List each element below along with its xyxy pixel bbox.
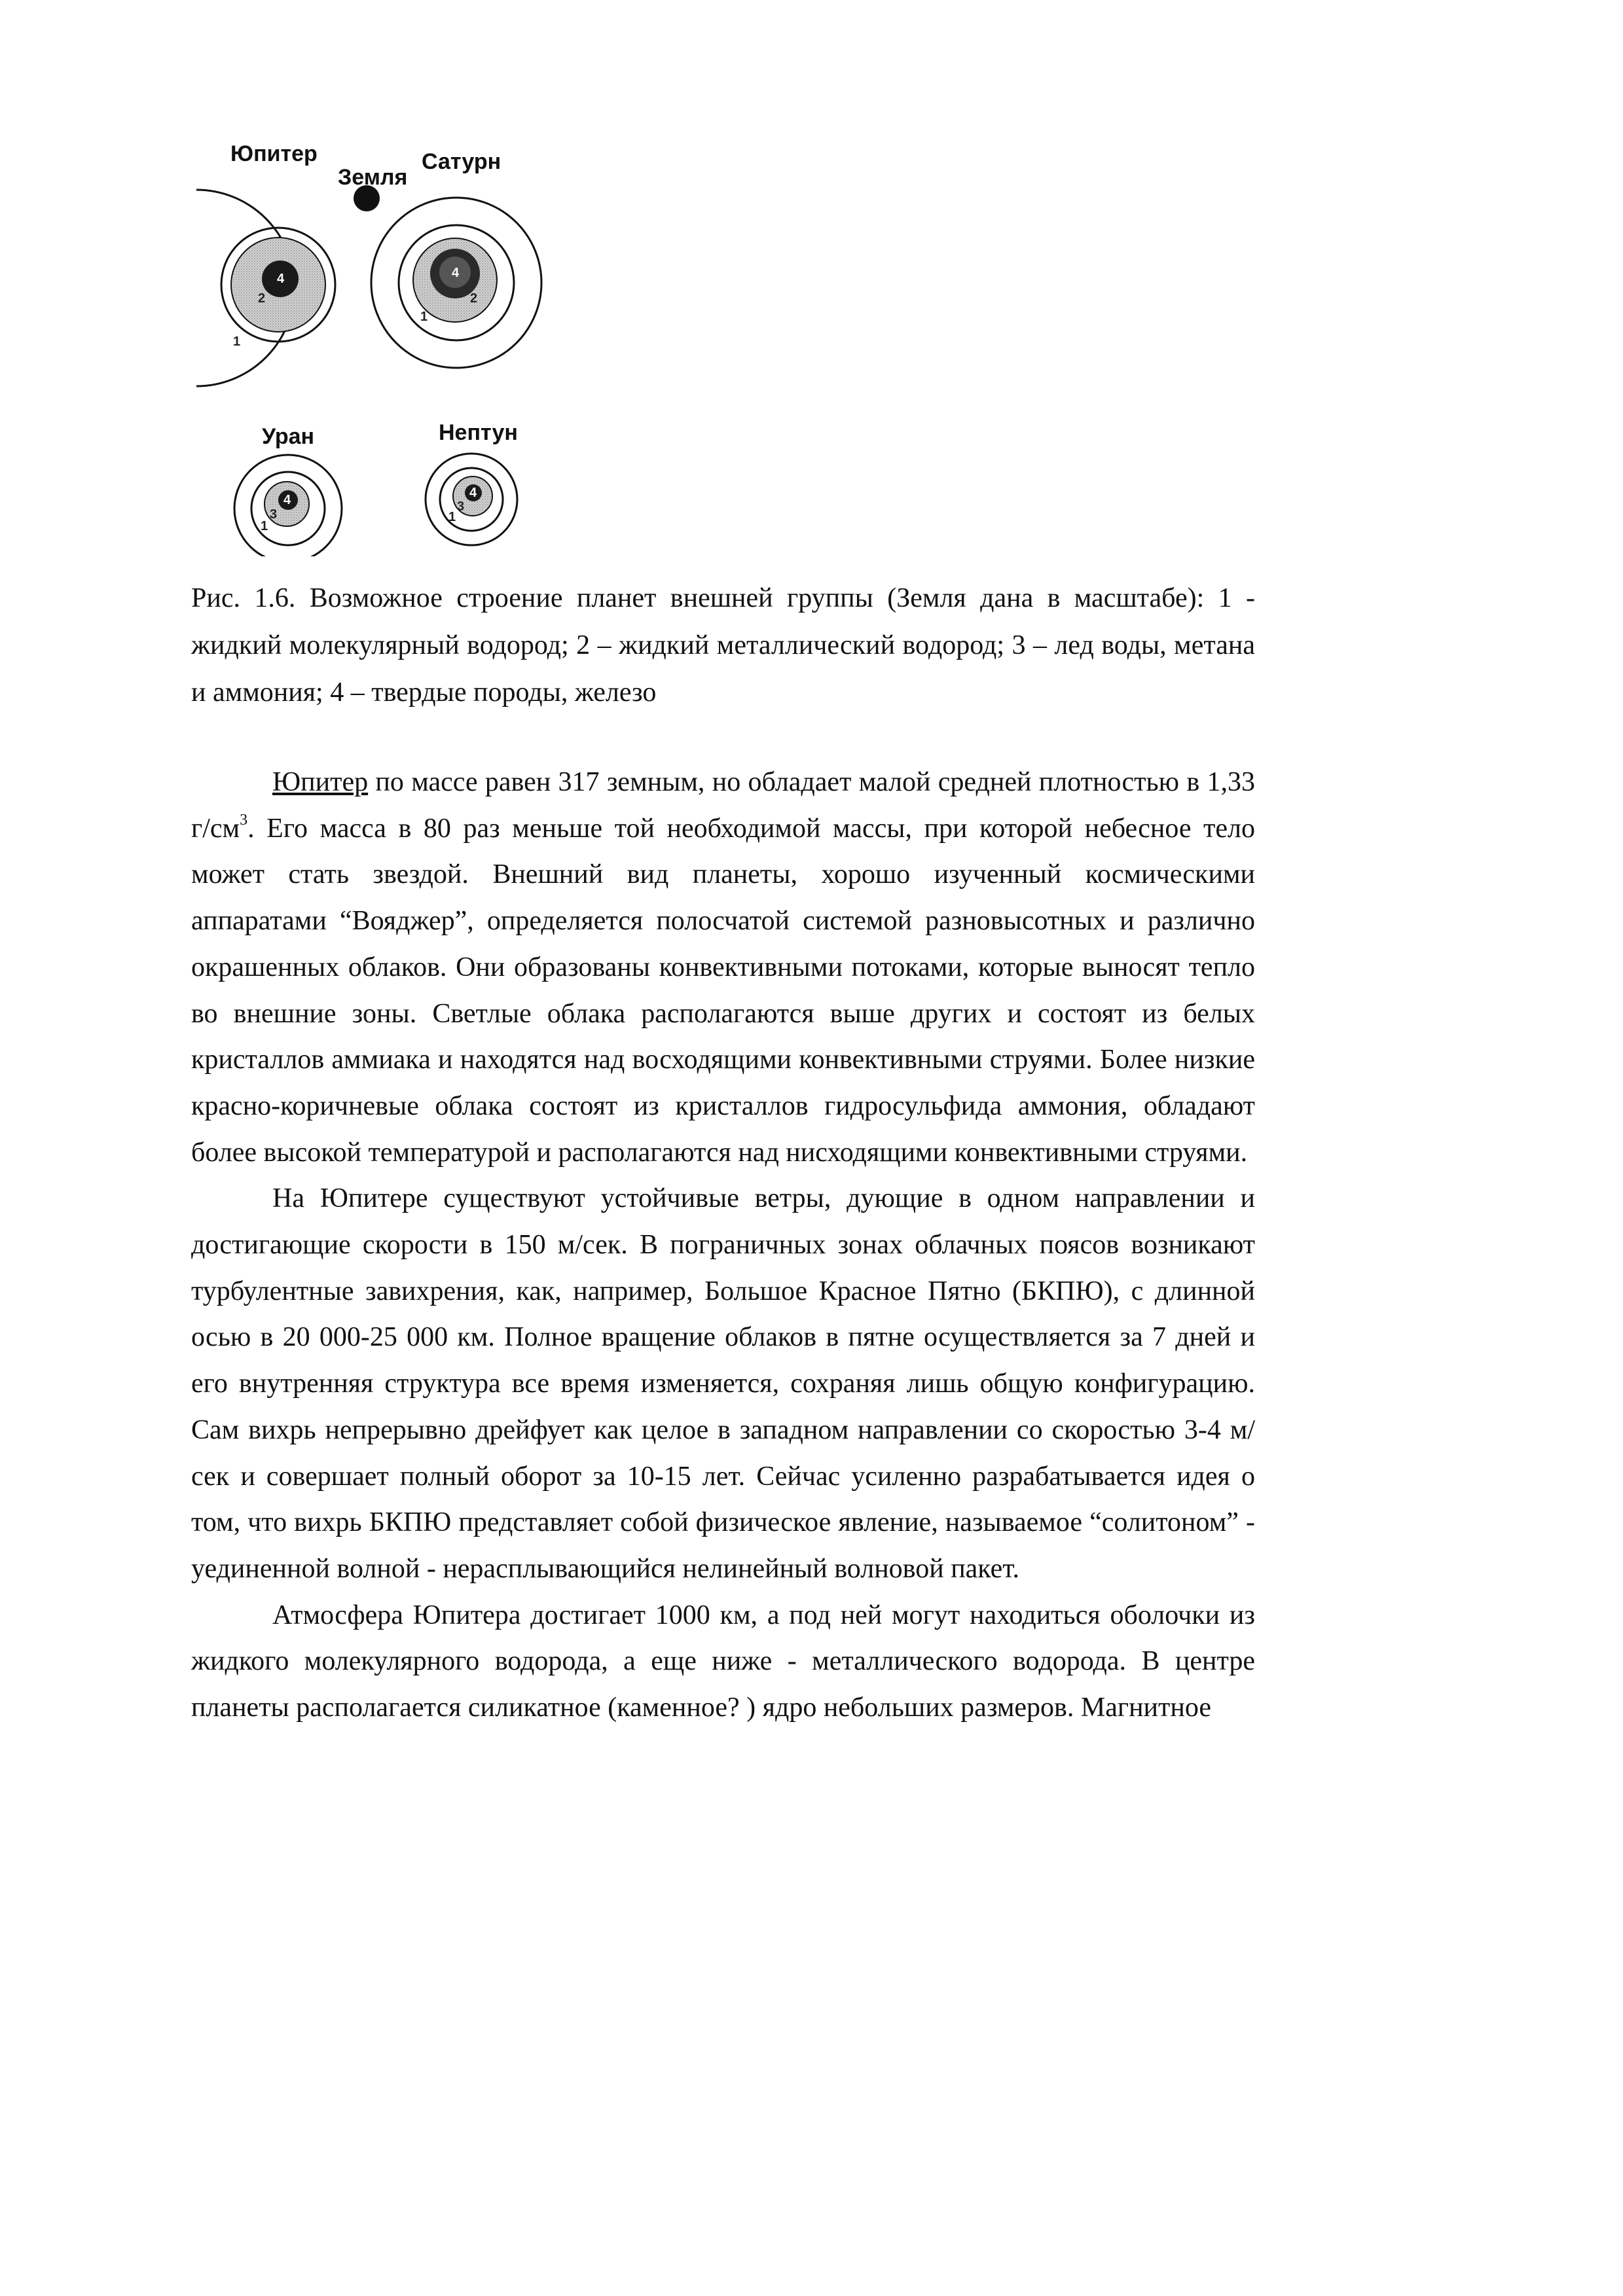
- planet-structure-figure: [183, 137, 576, 556]
- uranus-label: Уран: [262, 424, 315, 449]
- cubic-superscript: 3: [240, 811, 248, 829]
- neptune-layer-3: 3: [457, 499, 465, 514]
- paragraph-1: [191, 759, 1255, 1175]
- figure-caption: Рис. 1.6. Возможное строение планет внешней группы (Земля дана в масштабе): 1 - жидкий молекулярный водород; 2 – жидкий металлический водород; 3 – лед воды, метана и аммония; 4 – твердые породы, железо: [191, 583, 1255, 708]
- saturn-layer-1: 1: [420, 310, 428, 324]
- uranus-layer-4: 4: [283, 493, 291, 507]
- neptune-layer-4: 4: [469, 486, 477, 500]
- saturn-diagram: [371, 198, 541, 368]
- jupiter-layer-2: 2: [258, 291, 266, 306]
- paragraph-1-part-b: . Его масса в 80 раз меньше той необходимой массы, при которой небесное тело может стать звездой. Внешний вид планеты, хорошо изученный космическими аппаратами “Вояджер”, определяется полосчатой системой разновысотных и различно окрашенных облаков. Они образованы конвективными потоками, которые выносят тепло во внешние зоны. Светлые облака располагаются выше других и состоят из белых кристаллов аммиака и находятся над восходящими конвективными струями. Более низкие красно-коричневые облака состоят из кристаллов гидросульфида аммония, обладают более высокой температурой и располагаются над нисходящими конвективными струями.: [191, 813, 1255, 1168]
- saturn-layer-4: 4: [452, 266, 460, 280]
- planet-structure-diagram: [183, 137, 576, 556]
- paragraph-2: На Юпитере существуют устойчивые ветры, дующие в одном направлении и достигающие скорости в 150 м/сек. В пограничных зонах облачных поясов возникают турбулентные завихрения, как, например, Большое Красное Пятно (БКПЮ), с длинной осью в 20 000-25 000 км. Полное вращение облаков в пятне осуществляется за 7 дней и его внутренняя структура все время изменяется, сохраняя лишь общую конфигурацию. Сам вихрь непрерывно дрейфует как целое в западном направлении со скоростью 3-4 м/сек и совершает полный оборот за 10-15 лет. Сейчас усиленно разрабатывается идея о том, что вихрь БКПЮ представляет собой физическое явление, называемое “солитоном” - уединенной волной - нерасплывающийся нелинейный волновой пакет.: [191, 1183, 1255, 1584]
- jupiter-layer-1: 1: [233, 334, 241, 349]
- jupiter-layer-4: 4: [277, 272, 285, 286]
- body-text: [191, 759, 1255, 1731]
- paragraph-3: Атмосфера Юпитера достигает 1000 км, а под ней могут находиться оболочки из жидкого молекулярного водорода, а еще ниже - металлического водорода. В центре планеты располагается силикатное (каменное? ) ядро небольших размеров. Магнитное: [191, 1600, 1255, 1723]
- paragraph-1-part-a: по массе равен 317 земным, но обладает малой средней плотностью в 1,33 г/см: [191, 767, 1255, 844]
- jupiter-diagram: [196, 190, 335, 386]
- neptune-label: Нептун: [439, 420, 518, 445]
- neptune-layer-1: 1: [448, 510, 456, 524]
- uranus-layer-1: 1: [261, 519, 268, 533]
- earth-label: Земля: [338, 165, 408, 190]
- jupiter-label: Юпитер: [230, 141, 318, 166]
- uranus-diagram: [234, 455, 342, 556]
- neptune-diagram: [426, 454, 517, 545]
- jupiter-term: Юпитер: [272, 767, 369, 797]
- saturn-layer-2: 2: [470, 291, 478, 306]
- saturn-label: Сатурн: [422, 149, 501, 174]
- uranus-layer-3: 3: [270, 507, 278, 522]
